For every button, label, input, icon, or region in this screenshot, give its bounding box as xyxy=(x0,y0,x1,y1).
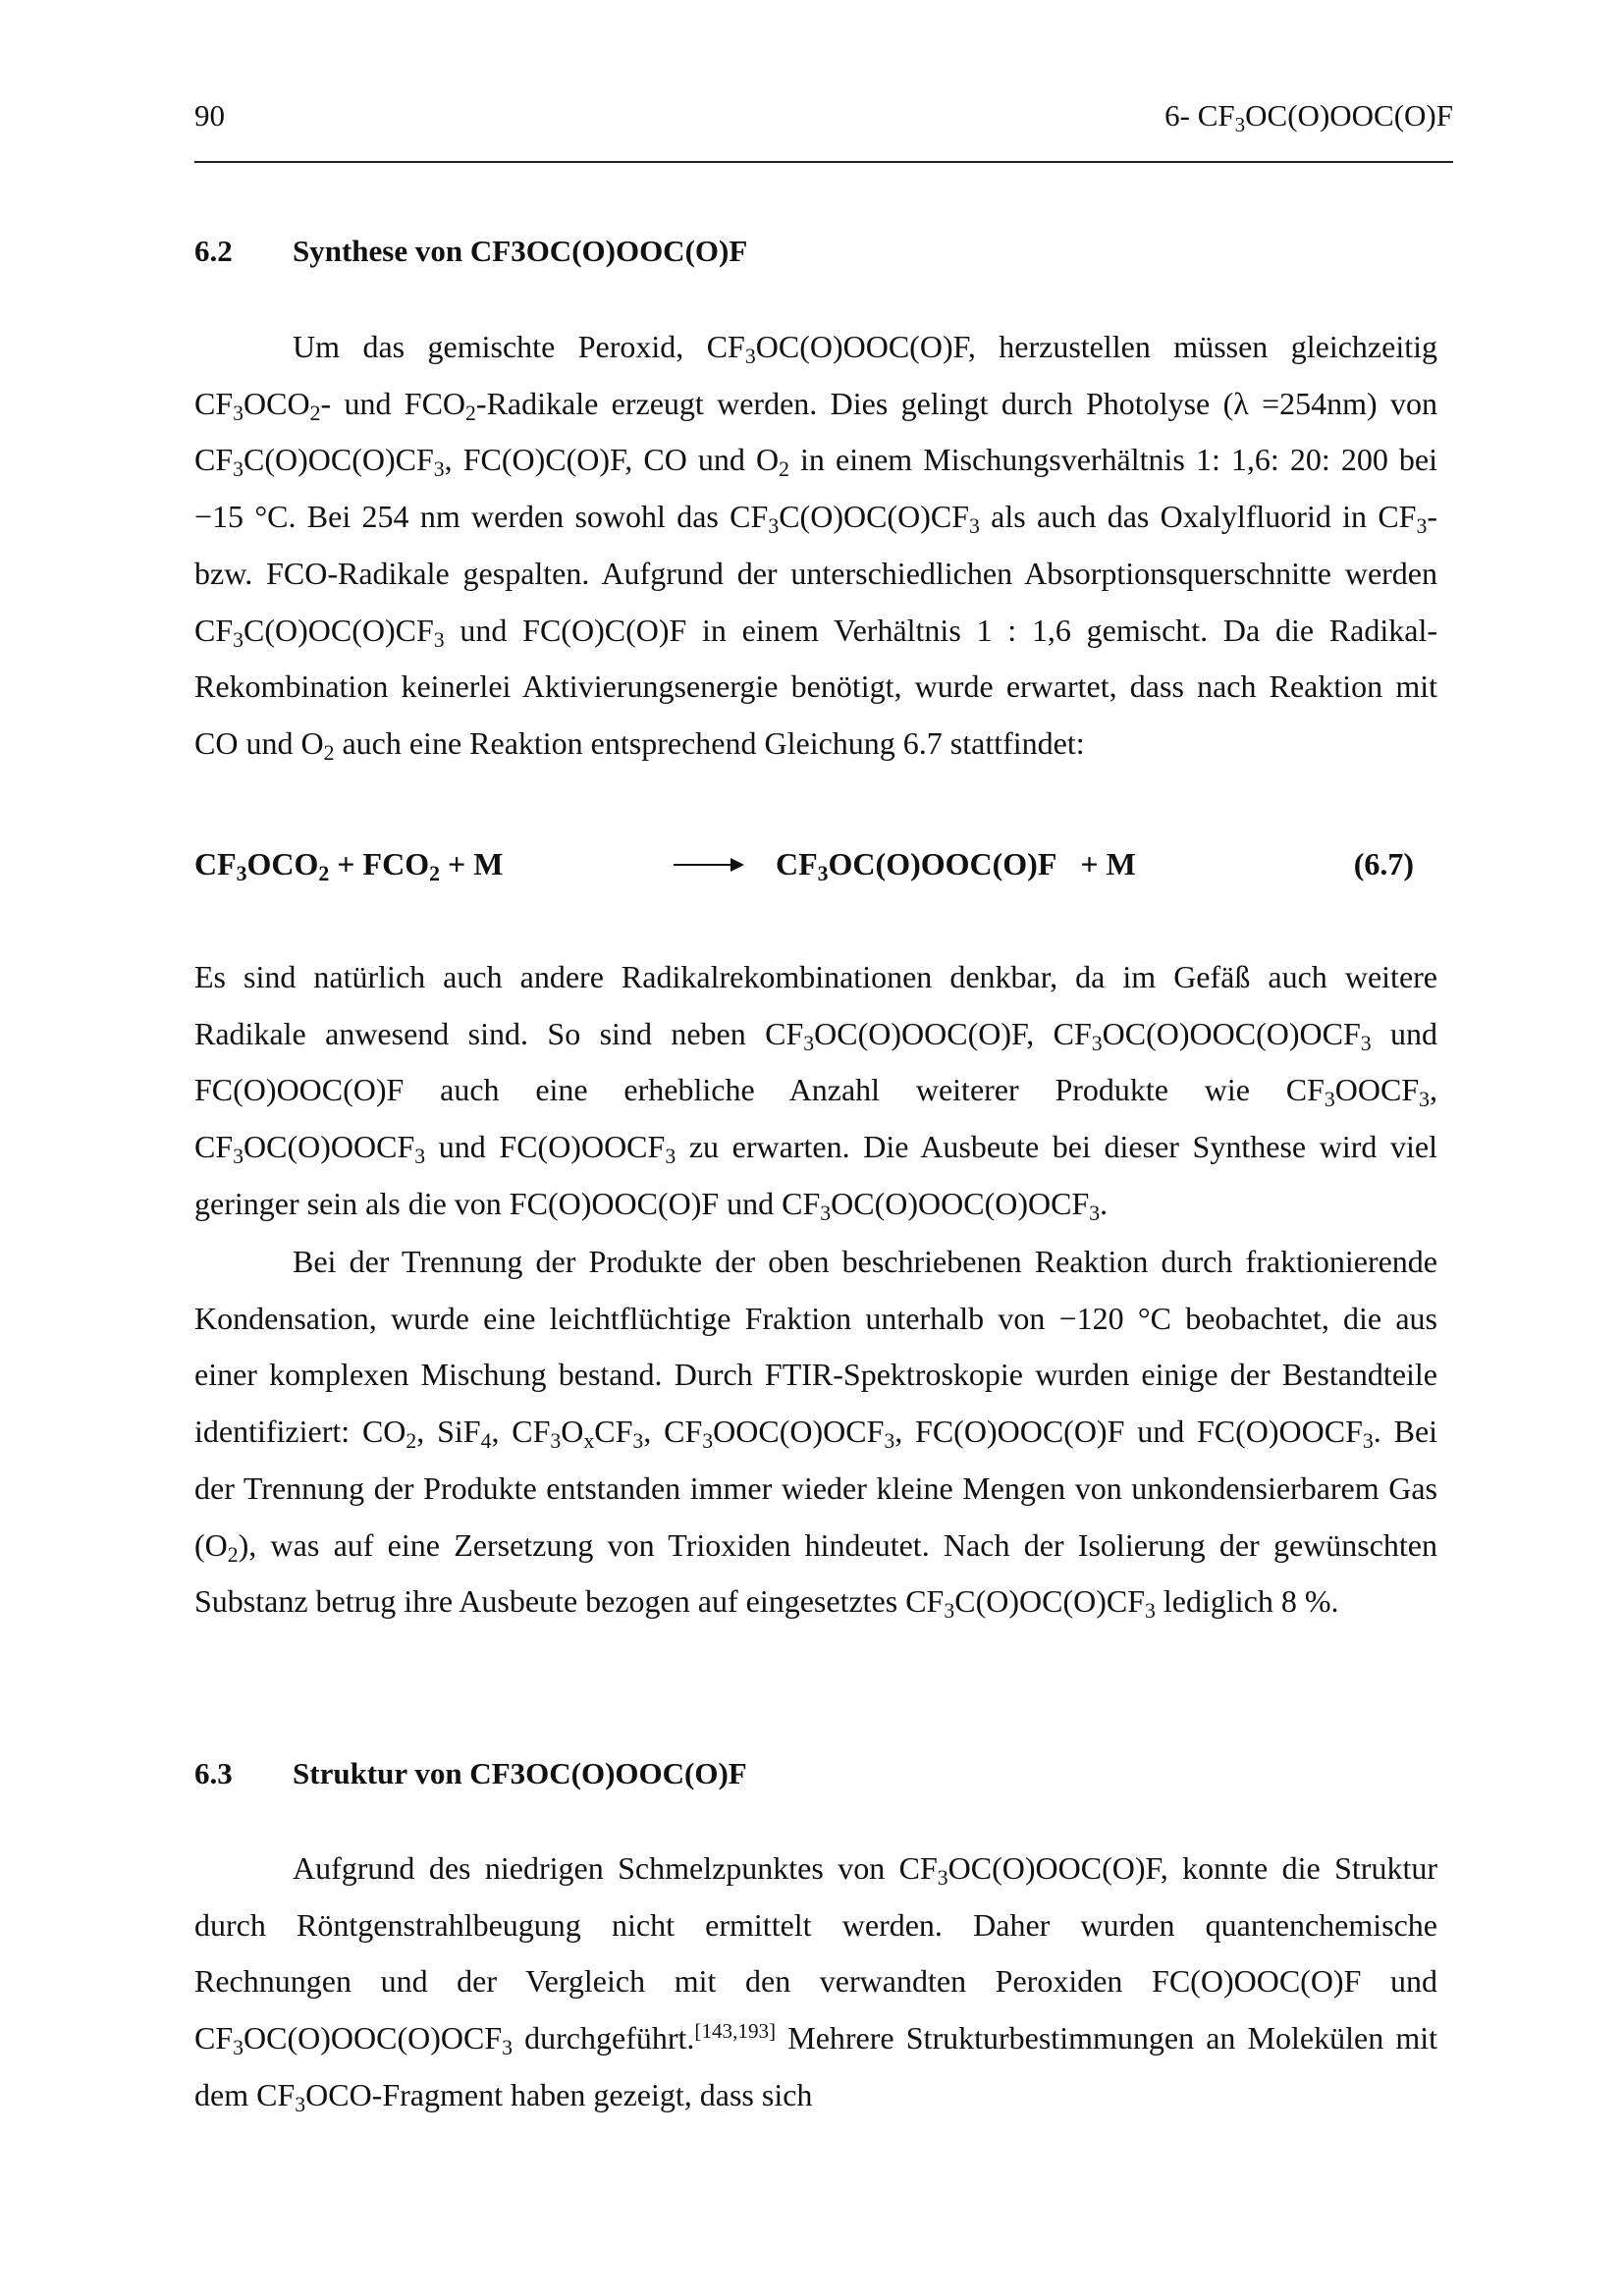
equation-6-7 xyxy=(194,842,1414,885)
equation-left-side: $CF_3OCO_2 + FCO_2 + M$ xyxy=(194,846,504,886)
paragraph: Aufgrund des niedrigen Schmelzpunktes von $CF_3OC(O)OOC(O)F$, konnte die Struktur durch Röntgenstrahlbeugung nicht ermittelt werden. Daher wurden quantenchemische Rechnungen und der Vergleich mit den verwandten Peroxiden FC(O)OOC(O)F und $CF_3OC(O)OOC(O)OCF_3$ durchgeführt.[143,193] Mehrere Strukturbestimmungen an Molekülen mit dem $CF_3OCO$-Fragment haben gezeigt, dass sich xyxy=(194,1850,1438,2116)
paragraph: Bei der Trennung der Produkte der oben beschriebenen Reaktion durch fraktionierende Kondensation, wurde eine leichtflüchtige Fraktion unterhalb von −120 °C beobachtet, die aus einer komplexen Mischung bestand. Durch FTIR-Spektroskopie wurden einige der Bestandteile identifiziert: $CO_2$, SiF$_4$, $CF_3O_xCF_3$, $CF_3OOC(O)OCF_3$, FC(O)OOC(O)F und $FC(O)OOCF_3$. Bei der Trennung der Produkte entstanden immer wieder kleine Mengen von unkondensierbarem Gas $(O_2)$, was auf eine Zersetzung von Trioxiden hindeutet. Nach der Isolierung der gewünschten Substanz betrug ihre Ausbeute bezogen auf eingesetztes $CF_3C(O)OC(O)CF_3$ lediglich 8 %. xyxy=(194,1244,1438,1624)
running-title: 6- $CF_3OC(O)OOC(O)F$ xyxy=(1164,98,1453,136)
page-number: 90 xyxy=(194,98,225,133)
reaction-arrow-icon xyxy=(674,864,742,866)
section-number: 6.3 xyxy=(194,1756,233,1790)
equation-number: (6.7) xyxy=(1353,846,1414,881)
equation-right-side: $CF_3OC(O)OOC(O)F + M$ xyxy=(776,846,1136,886)
page-header xyxy=(194,96,1453,163)
section-heading-6-2 xyxy=(194,232,747,271)
section-title: Struktur von CF3OC(O)OOC(O)F xyxy=(293,1756,747,1790)
paragraph: Um das gemischte Peroxid, $CF_3OC(O)OOC(O)F$, herzustellen müssen gleichzeitig $CF_3OCO_2-$ und $FCO_2$-Radikale erzeugt werden. Dies gelingt durch Photolyse (λ =254nm) von $CF_3C(O)OC(O)CF_3$, FC(O)C(O)F, CO und $O_2$ in einem Mischungsverhältnis 1: 1,6: 20: 200 bei −15 °C. Bei 254 nm werden sowohl das $CF_3C(O)OC(O)CF_3$ als auch das Oxalylfluorid in $CF_3-$ bzw. FCO-Radikale gespalten. Aufgrund der unterschiedlichen Absorptionsquerschnitte werden $CF_3C(O)OC(O)CF_3$ und FC(O)C(O)F in einem Verhältnis 1 : 1,6 gemischt. Da die Radikal-Rekombination keinerlei Aktivierungsenergie benötigt, wurde erwartet, dass nach Reaktion mit CO und $O_2$ auch eine Reaktion entsprechend Gleichung 6.7 stattfindet: xyxy=(194,329,1438,765)
paragraph: Es sind natürlich auch andere Radikalrekombinationen denkbar, da im Gefäß auch weitere Radikale anwesend sind. So sind neben $CF_3OC(O)OOC(O)F$, $CF_3OC(O)OOC(O)OCF_3$ und FC(O)OOC(O)F auch eine erhebliche Anzahl weiterer Produkte wie $CF_3OOCF_3$, $CF_3OC(O)OOCF_3$ und $FC(O)OOCF_3$ zu erwarten. Die Ausbeute bei dieser Synthese wird viel geringer sein als die von FC(O)OOC(O)F und $CF_3OC(O)OOC(O)OCF_3$. xyxy=(194,959,1438,1225)
section-title: Synthese von CF3OC(O)OOC(O)F xyxy=(293,234,748,268)
section-number: 6.2 xyxy=(194,234,233,268)
section-heading-6-3 xyxy=(194,1754,747,1793)
